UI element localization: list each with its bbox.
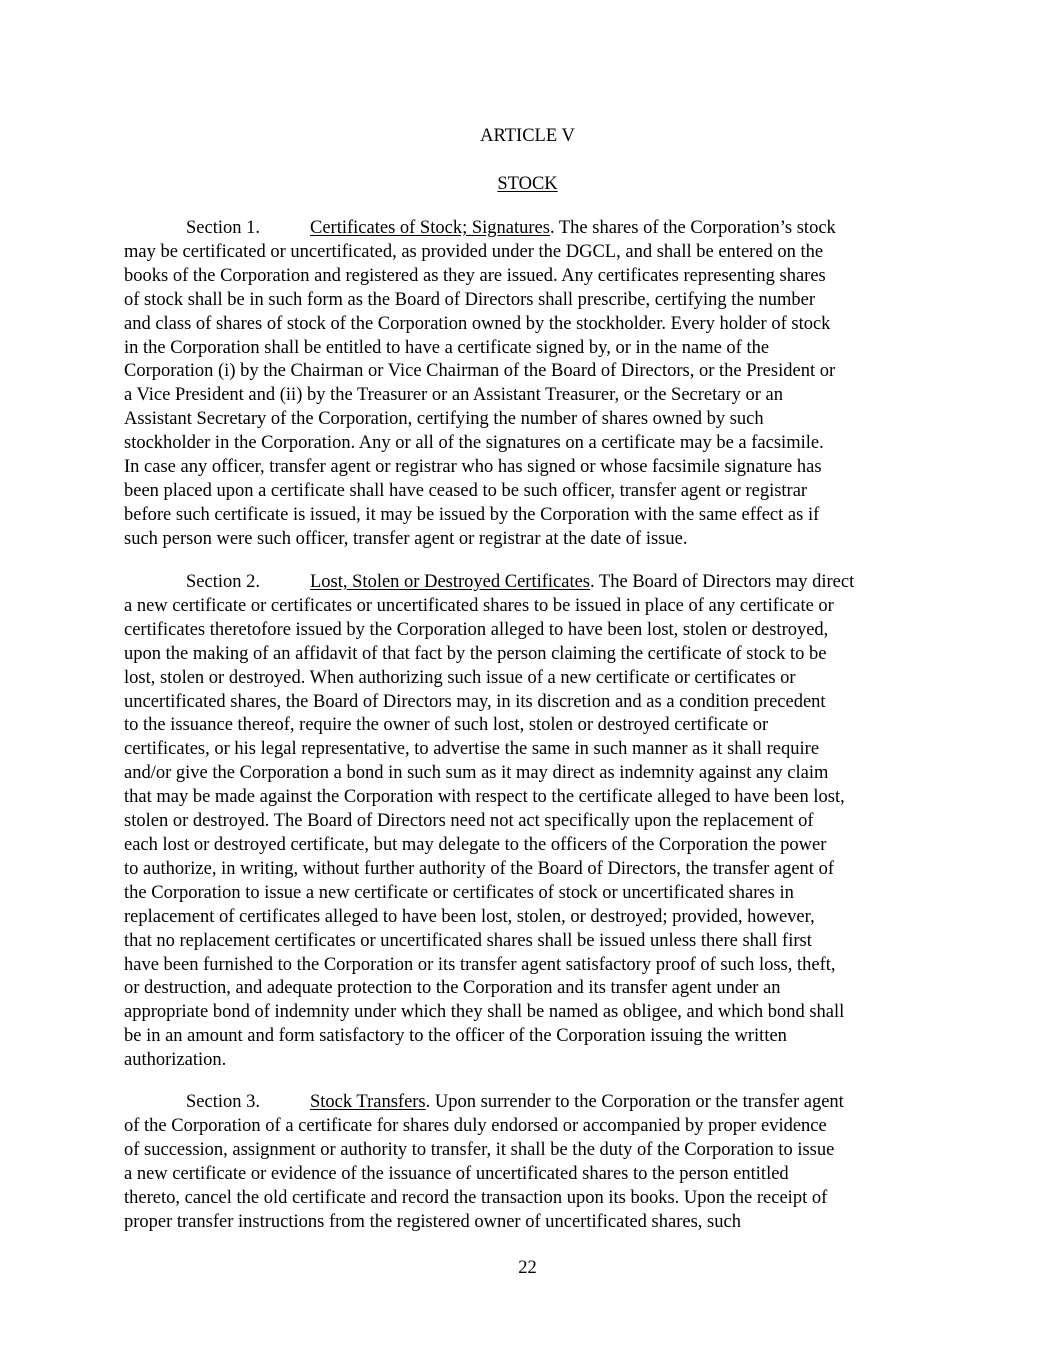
section-1-line-7: a Vice President and (ii) by the Treasurer or an Assistant Treasurer, or the Secretary or an (124, 385, 784, 406)
section-2 (124, 571, 931, 1073)
article-subtitle (0, 173, 1055, 197)
section-2-line-16: have been furnished to the Corporation or its transfer agent satisfactory proof of such loss, theft, (124, 954, 836, 975)
section-3-line-5: proper transfer instructions from the registered owner of uncertificated shares, such (124, 1211, 741, 1232)
section-2-line-19: be in an amount and form satisfactory to the officer of the Corporation issuing the written (124, 1026, 787, 1047)
section-3-line-0: . Upon surrender to the Corporation or the transfer agent (425, 1092, 844, 1112)
section-1-first-line (124, 217, 931, 241)
section-2-line-20: authorization. (124, 1050, 227, 1071)
section-1-line-4: and class of shares of stock of the Corporation owned by the stockholder. Every holder of stock (124, 313, 831, 334)
section-1-line-0: . The shares of the Corporation’s stock (549, 218, 836, 238)
section-2-first-line (124, 571, 931, 595)
section-2-line-5: uncertificated shares, the Board of Directors may, in its discretion and as a condition precedent (124, 691, 826, 712)
section-3-first-line (124, 1091, 931, 1115)
section-3-heading: Stock Transfers (310, 1092, 426, 1112)
section-2-line-13: the Corporation to issue a new certificate or certificates of stock or uncertificated shares in (124, 882, 794, 903)
section-2-line-14: replacement of certificates alleged to have been lost, stolen, or destroyed; provided, however, (124, 906, 815, 927)
section-3-line-4: thereto, cancel the old certificate and record the transaction upon its books. Upon the receipt of (124, 1187, 828, 1208)
section-2-line-1: a new certificate or certificates or uncertificated shares to be issued in place of any certificate or (124, 595, 834, 616)
section-1-line-2: books of the Corporation and registered as they are issued. Any certificates representing shares (124, 265, 826, 286)
section-2-line-7: certificates, or his legal representative, to advertise the same in such manner as it shall require (124, 739, 820, 760)
section-3 (124, 1091, 931, 1234)
section-1-line-5: in the Corporation shall be entitled to have a certificate signed by, or in the name of the (124, 337, 770, 358)
section-1-line-1: may be certificated or uncertificated, as provided under the DGCL, and shall be entered on the (124, 241, 824, 262)
section-1 (124, 217, 931, 552)
section-1-line-8: Assistant Secretary of the Corporation, certifying the number of shares owned by such (124, 409, 764, 430)
article-title: ARTICLE V (480, 126, 575, 146)
section-1-line-12: before such certificate is issued, it may be issued by the Corporation with the same effect as if (124, 504, 820, 525)
section-2-heading: Lost, Stolen or Destroyed Certificates (310, 572, 591, 592)
section-2-line-11: each lost or destroyed certificate, but may delegate to the officers of the Corporation the power (124, 834, 827, 855)
section-2-line-10: stolen or destroyed. The Board of Directors need not act specifically upon the replacement of (124, 811, 814, 832)
section-1-line-6: Corporation (i) by the Chairman or Vice Chairman of the Board of Directors, or the President or (124, 361, 836, 382)
section-2-line-12: to authorize, in writing, without further authority of the Board of Directors, the transfer agent of (124, 858, 834, 879)
section-1-line-9: stockholder in the Corporation. Any or all of the signatures on a certificate may be a facsimile. (124, 433, 824, 454)
section-2-line-8: and/or give the Corporation a bond in such sum as it may direct as indemnity against any claim (124, 763, 829, 784)
section-2-line-9: that may be made against the Corporation with respect to the certificate alleged to have been lost, (124, 787, 845, 808)
section-1-line-10: In case any officer, transfer agent or registrar who has signed or whose facsimile signature has (124, 457, 822, 478)
section-3-line-1: of the Corporation of a certificate for shares duly endorsed or accompanied by proper evidence (124, 1115, 827, 1136)
page-number: 22 (518, 1258, 537, 1278)
section-2-line-17: or destruction, and adequate protection to the Corporation and its transfer agent under an (124, 978, 781, 999)
section-1-number: Section 1. (186, 218, 260, 238)
article-subtitle-text: STOCK (497, 174, 558, 194)
section-2-number: Section 2. (186, 572, 260, 592)
section-2-line-0: . The Board of Directors may direct (590, 572, 855, 592)
section-1-heading: Certificates of Stock; Signatures (310, 218, 550, 238)
section-3-number: Section 3. (186, 1092, 260, 1112)
section-2-line-2: certificates theretofore issued by the Corporation alleged to have been lost, stolen or destroyed, (124, 619, 829, 640)
section-1-line-3: of stock shall be in such form as the Board of Directors shall prescribe, certifying the number (124, 289, 815, 310)
section-3-line-2: of succession, assignment or authority to transfer, it shall be the duty of the Corporation to issue (124, 1139, 835, 1160)
section-2-line-18: appropriate bond of indemnity under which they shall be named as obligee, and which bond shall (124, 1002, 845, 1023)
section-1-line-11: been placed upon a certificate shall have ceased to be such officer, transfer agent or registrar (124, 480, 808, 501)
section-2-line-4: lost, stolen or destroyed. When authorizing such issue of a new certificate or certificates or (124, 667, 796, 688)
section-1-line-13: such person were such officer, transfer agent or registrar at the date of issue. (124, 528, 688, 549)
section-2-line-6: to the issuance thereof, require the owner of such lost, stolen or destroyed certificate or (124, 715, 769, 736)
section-2-line-3: upon the making of an affidavit of that fact by the person claiming the certificate of stock to be (124, 643, 827, 664)
section-3-line-3: a new certificate or evidence of the issuance of uncertificated shares to the person entitled (124, 1163, 789, 1184)
section-2-line-15: that no replacement certificates or uncertificated shares shall be issued unless there shall first (124, 930, 812, 951)
